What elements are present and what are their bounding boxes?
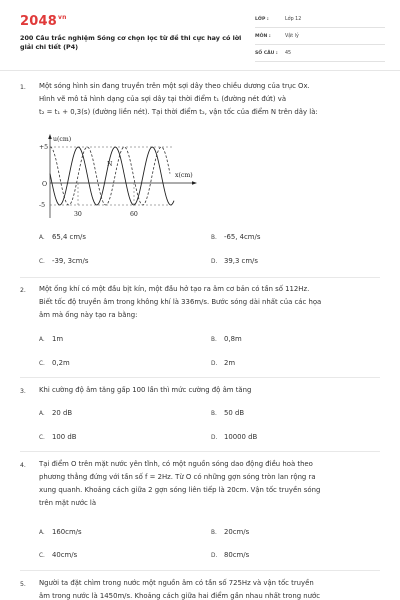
option-c[interactable]	[39, 433, 76, 441]
option-text: 100 dB	[52, 433, 77, 441]
question-line: Một ống khí có một đầu bịt kín, một đầu hở tạo ra âm cơ bản có tần số 112Hz.	[39, 285, 310, 293]
option-text: 0,8m	[224, 335, 242, 343]
meta-value: Lớp 12	[285, 17, 302, 22]
question-text	[39, 384, 379, 397]
option-letter: B.	[211, 235, 217, 241]
x-tick-label: 60	[130, 211, 138, 218]
meta-key: MÔN :	[255, 34, 271, 39]
question-line: Người ta đặt chìm trong nước một nguồn âm có tần số 725Hz và vận tốc truyền	[39, 579, 314, 587]
option-d[interactable]	[211, 257, 258, 265]
question-line: Biết tốc độ truyền âm trong không khí là 336m/s. Bước sóng dài nhất của các họa	[39, 298, 322, 306]
question-line: xung quanh. Khoảng cách giữa 2 gợn sóng liên tiếp là 20cm. Vận tốc truyền sóng	[39, 486, 321, 494]
option-c[interactable]	[39, 257, 88, 265]
question-number: 4.	[20, 462, 26, 469]
document-meta	[255, 14, 385, 65]
option-c[interactable]	[39, 551, 77, 559]
option-letter: A.	[39, 411, 45, 417]
question-text	[39, 283, 379, 322]
document-title: 200 Câu trắc nghiệm Sóng cơ chọn lọc từ đề thi cực hay có lời giải chi tiết (P4)	[20, 34, 242, 51]
question-divider	[20, 377, 380, 378]
option-d[interactable]	[211, 551, 249, 559]
option-b[interactable]	[211, 233, 260, 241]
option-letter: D.	[211, 435, 218, 441]
x-tick-label: 30	[74, 211, 82, 218]
question-line: âm mà ống này tạo ra bằng:	[39, 311, 138, 319]
wave-t2-solid	[50, 147, 174, 205]
question-line: Khi cường độ âm tăng gấp 100 lần thì mức cường độ âm tăng	[39, 386, 252, 394]
meta-row-class	[255, 14, 385, 28]
option-letter: A.	[39, 530, 45, 536]
y-tick-label: +5	[39, 144, 49, 151]
question-text	[39, 458, 379, 510]
page-header	[0, 0, 400, 60]
question-text	[39, 80, 379, 119]
meta-key: LỚP :	[255, 17, 269, 22]
x-axis-arrow	[192, 181, 197, 185]
option-text: 39,3 cm/s	[224, 257, 258, 265]
option-text: 80cm/s	[224, 551, 250, 559]
wave-t1-dashed	[50, 147, 170, 205]
option-letter: C.	[39, 361, 45, 367]
option-b[interactable]	[211, 409, 244, 417]
origin-label: O	[42, 181, 48, 188]
option-b[interactable]	[211, 528, 249, 536]
question-number: 2.	[20, 287, 26, 294]
site-logo[interactable]: $2048^{vn}$	[20, 14, 67, 29]
option-text: 40cm/s	[52, 551, 78, 559]
option-letter: C.	[39, 259, 45, 265]
option-text: 0,2m	[52, 359, 70, 367]
option-text: 10000 dB	[224, 433, 258, 441]
meta-value: Vật lý	[285, 34, 299, 39]
option-c[interactable]	[39, 359, 70, 367]
option-text: 20 dB	[52, 409, 73, 417]
option-d[interactable]	[211, 433, 257, 441]
question-line: Hình vẽ mô tả hình dạng của sợi dây tại thời điểm t₁ (đường nét đứt) và	[39, 95, 287, 103]
question-line: t₂ = t₁ + 0,3(s) (đường liền nét). Tại thời điểm t₂, vận tốc của điểm N trên dây là:	[39, 108, 318, 116]
question-number: 1.	[20, 84, 26, 91]
option-d[interactable]	[211, 359, 235, 367]
question-line: Một sóng hình sin đang truyền trên một sợi dây theo chiều dương của trục Ox.	[39, 82, 310, 90]
option-letter: D.	[211, 361, 218, 367]
meta-row-subject	[255, 31, 385, 45]
question-divider	[20, 451, 380, 452]
option-text: 65,4 cm/s	[52, 233, 86, 241]
header-divider	[0, 70, 400, 71]
meta-key: SỐ CÂU :	[255, 51, 278, 56]
point-n-label: N	[107, 161, 113, 168]
option-letter: D.	[211, 259, 218, 265]
option-letter: D.	[211, 553, 218, 559]
option-letter: B.	[211, 337, 217, 343]
option-a[interactable]	[39, 233, 86, 241]
y-tick-label: -5	[39, 202, 46, 209]
option-letter: B.	[211, 530, 217, 536]
option-letter: C.	[39, 435, 45, 441]
option-text: 2m	[224, 359, 236, 367]
option-a[interactable]	[39, 335, 63, 343]
meta-row-count	[255, 48, 385, 62]
option-letter: A.	[39, 337, 45, 343]
option-letter: B.	[211, 411, 217, 417]
question-divider	[20, 277, 380, 278]
meta-value: 45	[285, 51, 292, 56]
option-a[interactable]	[39, 528, 82, 536]
question-number: 5.	[20, 581, 26, 588]
question-line: trên mặt nước là	[39, 499, 97, 507]
wave-figure	[36, 133, 206, 221]
question-number: 3.	[20, 388, 26, 395]
option-letter: A.	[39, 235, 45, 241]
question-divider	[20, 570, 380, 571]
y-axis-arrow	[48, 134, 52, 139]
option-b[interactable]	[211, 335, 242, 343]
question-line: Tại điểm O trên mặt nước yên tĩnh, có một nguồn sóng dao động điều hoà theo	[39, 460, 313, 468]
option-a[interactable]	[39, 409, 72, 417]
option-text: -39, 3cm/s	[52, 257, 89, 265]
y-axis-label: u(cm)	[53, 136, 72, 143]
option-letter: C.	[39, 553, 45, 559]
question-text	[39, 577, 379, 600]
option-text: 160cm/s	[52, 528, 82, 536]
option-text: -65, 4cm/s	[224, 233, 261, 241]
question-line: phương thẳng đứng với tần số f = 2Hz. Từ O có những gợn sóng tròn lan rộng ra	[39, 473, 316, 481]
x-axis-label: x(cm)	[175, 172, 193, 179]
option-text: 1m	[52, 335, 64, 343]
question-line: âm trong nước là 1450m/s. Khoảng cách giữa hai điểm gần nhau nhất trong nước	[39, 592, 321, 600]
option-text: 50 dB	[224, 409, 245, 417]
option-text: 20cm/s	[224, 528, 250, 536]
